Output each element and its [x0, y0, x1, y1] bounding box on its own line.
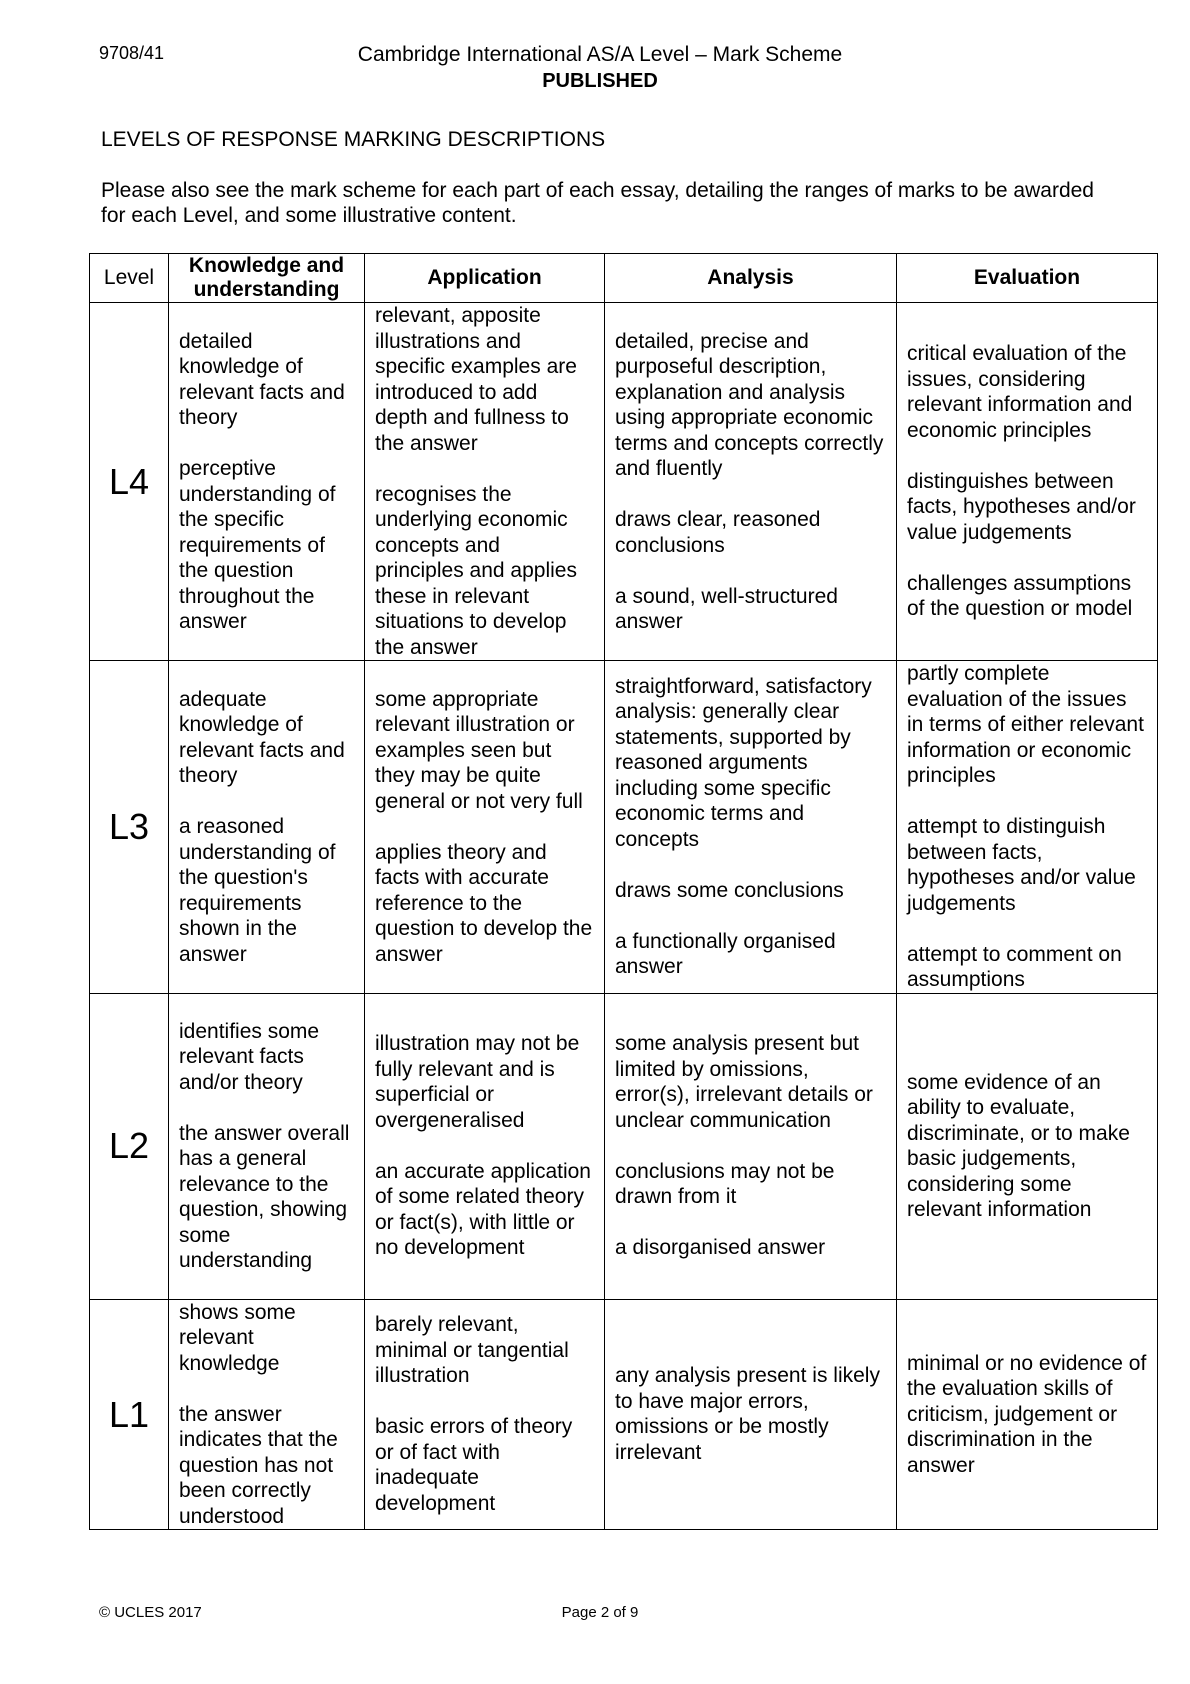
page-number: Page 2 of 9: [561, 1604, 639, 1621]
application-cell: illustration may not be fully relevant and is superficial or overgeneralised an accurate application of some related theory or fact(s), with little or no development: [365, 993, 605, 1299]
evaluation-cell: some evidence of an ability to evaluate, discriminate, or to make basic judgements, considering some relevant information: [897, 993, 1158, 1299]
header-analysis: Analysis: [605, 254, 897, 303]
application-cell: some appropriate relevant illustration or examples seen but they may be quite general or not very full applies theory and facts with accurate reference to the question to develop the answer: [365, 661, 605, 994]
evaluation-cell: partly complete evaluation of the issues in terms of either relevant information or economic principles attempt to distinguish between facts, hypotheses and/or value judgements attempt to comment on assumptions: [897, 661, 1158, 994]
level-label: L3: [90, 661, 169, 994]
level-label: L4: [90, 303, 169, 661]
analysis-cell: some analysis present but limited by omissions, error(s), irrelevant details or unclear communication conclusions may not be drawn from it a disorganised answer: [605, 993, 897, 1299]
analysis-cell: any analysis present is likely to have major errors, omissions or be mostly irrelevant: [605, 1299, 897, 1530]
document-status: PUBLISHED: [542, 70, 658, 92]
level-label: L2: [90, 993, 169, 1299]
table-row: [90, 1299, 1158, 1530]
header-knowledge: Knowledge and understanding: [169, 254, 365, 303]
analysis-cell: straightforward, satisfactory analysis: generally clear statements, supported by reasoned arguments including some specific economic terms and concepts draws some conclusions a functionally organised answer: [605, 661, 897, 994]
document-title: Cambridge International AS/A Level – Mark Scheme: [357, 43, 843, 66]
section-title: LEVELS OF RESPONSE MARKING DESCRIPTIONS: [101, 128, 606, 151]
analysis-cell: detailed, precise and purposeful description, explanation and analysis using appropriate economic terms and concepts correctly and fluently draws clear, reasoned conclusions a sound, well-structured answer: [605, 303, 897, 661]
table-row: [90, 303, 1158, 661]
table-row: [90, 661, 1158, 994]
intro-paragraph: Please also see the mark scheme for each part of each essay, detailing the ranges of marks to be awarded for each Level, and some illustrative content.: [101, 179, 1094, 227]
evaluation-cell: minimal or no evidence of the evaluation skills of criticism, judgement or discrimination in the answer: [897, 1299, 1158, 1530]
header-evaluation: Evaluation: [897, 254, 1158, 303]
header-application: Application: [365, 254, 605, 303]
application-cell: barely relevant, minimal or tangential illustration basic errors of theory or of fact with inadequate development: [365, 1299, 605, 1530]
knowledge-cell: adequate knowledge of relevant facts and theory a reasoned understanding of the question's requirements shown in the answer: [169, 661, 365, 994]
table-row: [90, 993, 1158, 1299]
copyright-notice: © UCLES 2017: [99, 1604, 202, 1621]
application-cell: relevant, apposite illustrations and specific examples are introduced to add depth and fullness to the answer recognises the underlying economic concepts and principles and applies these in relevant situations to develop the answer: [365, 303, 605, 661]
knowledge-cell: detailed knowledge of relevant facts and theory perceptive understanding of the specific requirements of the question throughout the answer: [169, 303, 365, 661]
levels-table: [89, 253, 1158, 1530]
table-header-row: [90, 254, 1158, 303]
evaluation-cell: critical evaluation of the issues, considering relevant information and economic principles distinguishes between facts, hypotheses and/or value judgements challenges assumptions of the question or model: [897, 303, 1158, 661]
document-code: 9708/41: [99, 43, 165, 63]
header-level: Level: [90, 254, 169, 303]
knowledge-cell: shows some relevant knowledge the answer indicates that the question has not been correctly understood: [169, 1299, 365, 1530]
level-label: L1: [90, 1299, 169, 1530]
knowledge-cell: identifies some relevant facts and/or theory the answer overall has a general relevance to the question, showing some understanding: [169, 993, 365, 1299]
